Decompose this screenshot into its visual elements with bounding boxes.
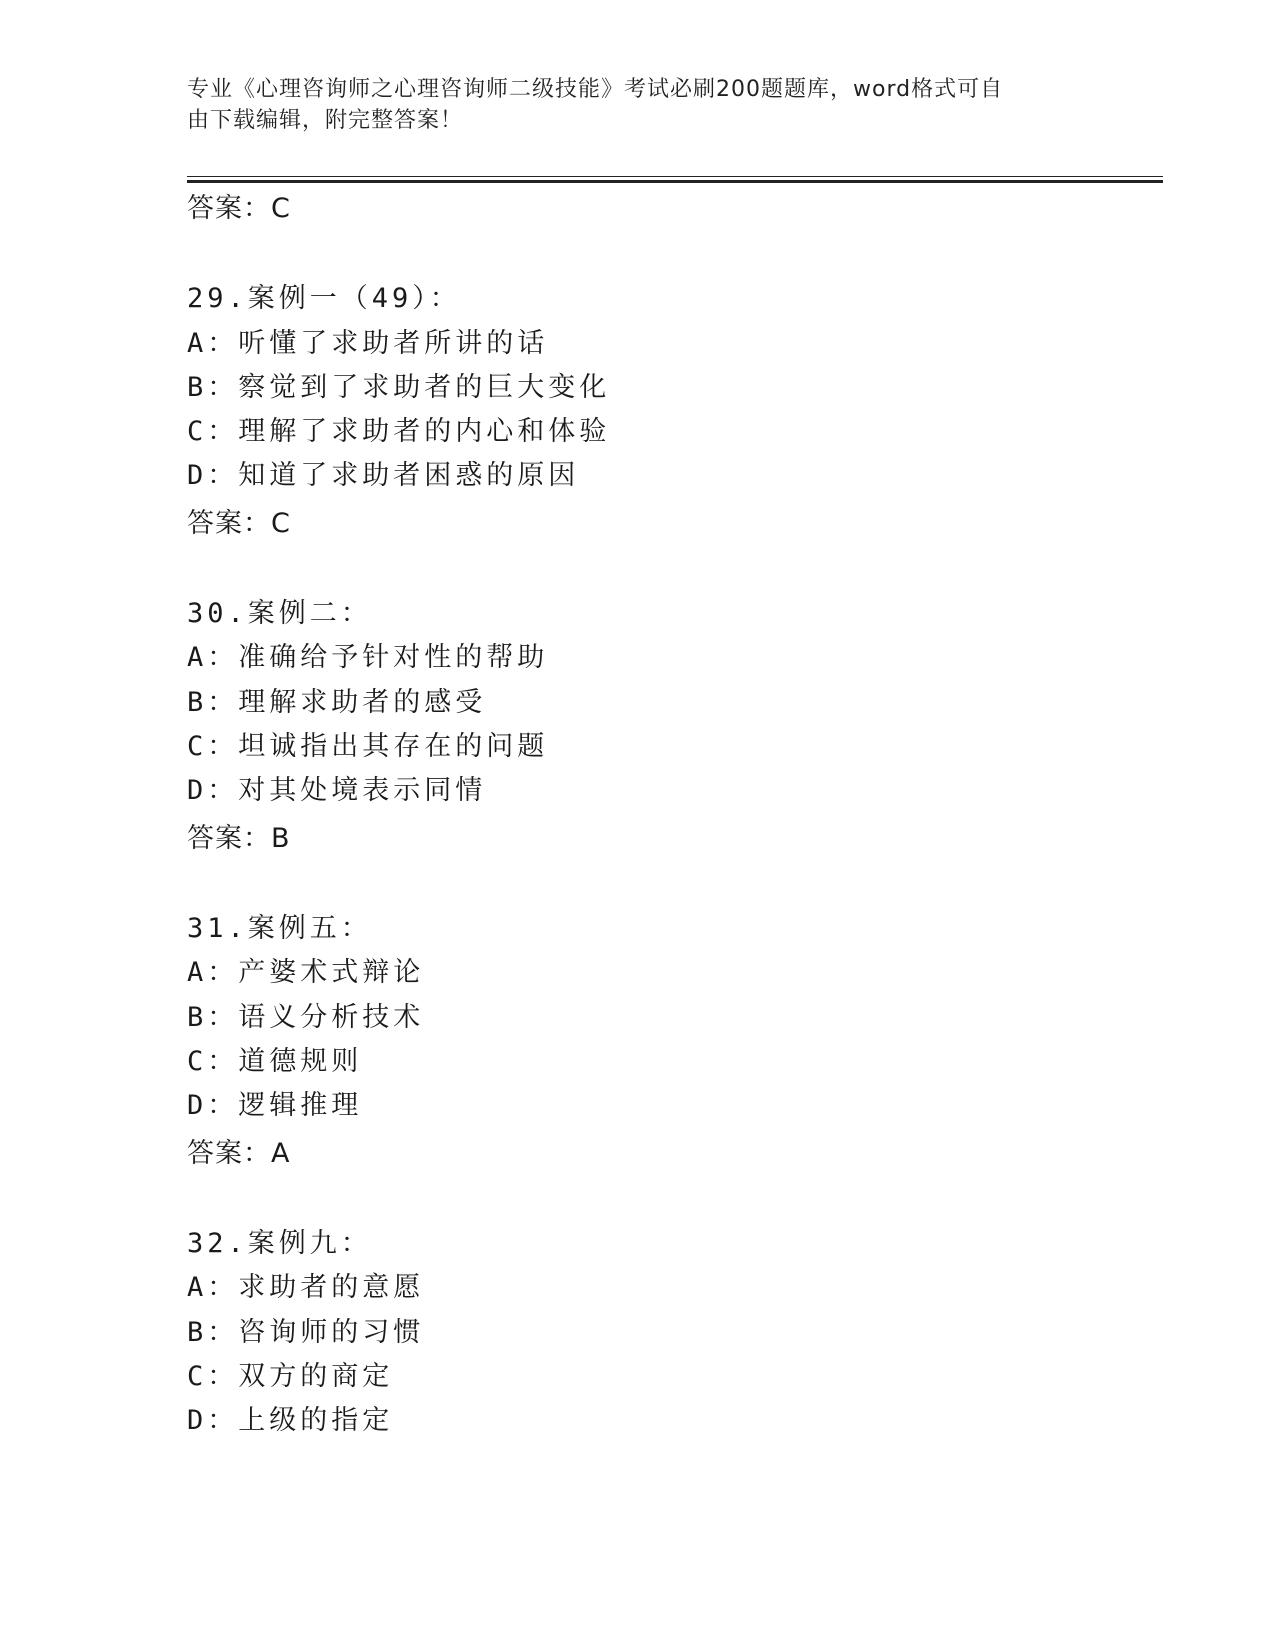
question-option-a: A：听懂了求助者所讲的话 <box>187 328 549 359</box>
question-option-d: D：知道了求助者困惑的原因 <box>187 460 580 491</box>
question-option-d: D：上级的指定 <box>187 1405 394 1436</box>
question-stem: 32.案例九： <box>187 1228 372 1259</box>
header-divider-thin <box>187 176 1163 177</box>
answer-previous: 答案：C <box>187 193 291 224</box>
question-stem: 29.案例一（49）： <box>187 283 461 314</box>
question-option-b: B：理解求助者的感受 <box>187 687 487 718</box>
question-option-b: B：语义分析技术 <box>187 1002 425 1033</box>
question-option-a: A：产婆术式辩论 <box>187 957 425 988</box>
header-divider-thick <box>187 180 1163 183</box>
question-answer: 答案：C <box>187 508 291 539</box>
question-option-c: C：坦诚指出其存在的问题 <box>187 731 549 762</box>
question-answer: 答案：A <box>187 1138 291 1169</box>
question-option-a: A：准确给予针对性的帮助 <box>187 642 549 673</box>
question-option-b: B：咨询师的习惯 <box>187 1317 425 1348</box>
question-answer: 答案：B <box>187 823 291 854</box>
document-header <box>187 74 1077 136</box>
question-stem: 31.案例五： <box>187 913 372 944</box>
question-stem: 30.案例二： <box>187 598 372 629</box>
question-option-c: C：理解了求助者的内心和体验 <box>187 416 611 447</box>
question-option-c: C：双方的商定 <box>187 1361 394 1392</box>
question-option-c: C：道德规则 <box>187 1046 363 1077</box>
header-line-2: 由下载编辑，附完整答案！ <box>187 108 464 133</box>
header-line-1: 专业《心理咨询师之心理咨询师二级技能》考试必刷200题题库，word格式可自 <box>187 77 1004 102</box>
question-option-b: B：察觉到了求助者的巨大变化 <box>187 372 611 403</box>
question-option-d: D：逻辑推理 <box>187 1090 363 1121</box>
question-option-d: D：对其处境表示同情 <box>187 775 487 806</box>
question-option-a: A：求助者的意愿 <box>187 1272 425 1303</box>
